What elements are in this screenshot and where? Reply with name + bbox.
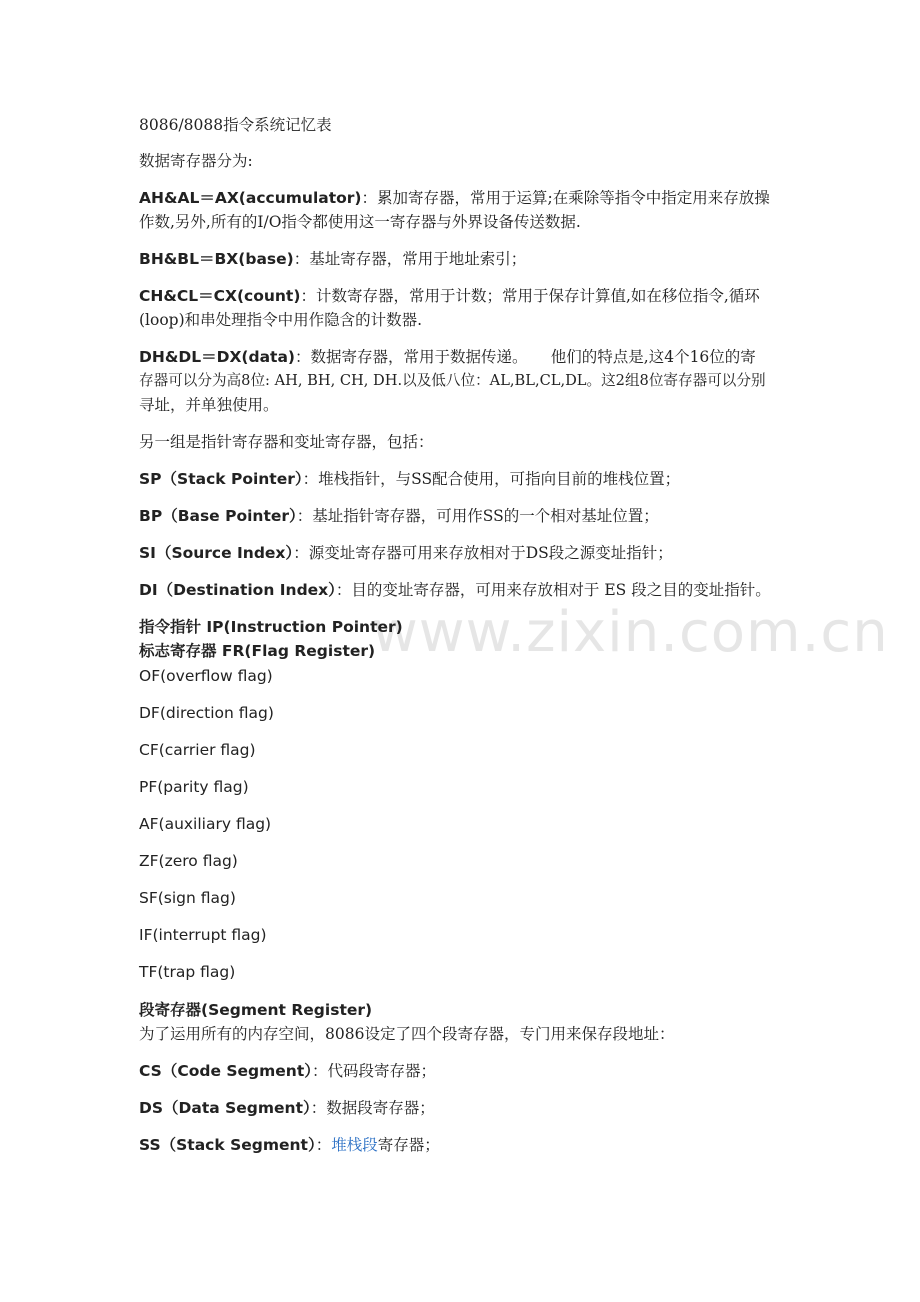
- cs-description: ：代码段寄存器；: [312, 1062, 437, 1080]
- ds-description: ：数据段寄存器；: [310, 1099, 435, 1117]
- stack-segment-link[interactable]: 堆栈段: [331, 1136, 378, 1154]
- si-name: （Source Index）: [155, 544, 294, 562]
- flag-item: IF(interrupt flag): [139, 926, 267, 944]
- document-title: 8086/8088指令系统记忆表: [139, 116, 332, 134]
- ds-abbr: DS: [139, 1099, 164, 1117]
- di-name: （Destination Index）: [157, 581, 336, 599]
- ss-abbr: SS: [139, 1136, 161, 1154]
- bx-separator: ：: [293, 250, 310, 268]
- dx-entry-line3: 寻址，并单独使用。: [139, 396, 279, 414]
- data-register-intro: 数据寄存器分为:: [139, 152, 253, 170]
- flag-item: PF(parity flag): [139, 778, 249, 796]
- sp-description: ：堆栈指针，与SS配合使用，可指向目前的堆栈位置；: [302, 470, 681, 488]
- ds-entry: [139, 1096, 789, 1120]
- bx-label: BH&BL＝BX(base): [139, 250, 294, 268]
- ss-separator: ：: [315, 1136, 332, 1154]
- flag-item: SF(sign flag): [139, 889, 236, 907]
- dx-label: DH&DL＝DX(data): [139, 348, 296, 366]
- pointer-register-intro: 另一组是指针寄存器和变址寄存器，包括：: [139, 433, 434, 451]
- ds-name: （Data Segment）: [163, 1099, 311, 1117]
- cs-entry: [139, 1059, 789, 1083]
- flag-item: AF(auxiliary flag): [139, 815, 272, 833]
- dx-description: 数据寄存器，常用于数据传递。 他们的特点是,这4个16位的寄: [310, 348, 756, 366]
- segment-register-heading: 段寄存器(Segment Register): [139, 1001, 373, 1019]
- flag-item: CF(carrier flag): [139, 741, 256, 759]
- fr-heading: 标志寄存器 FR(Flag Register): [139, 642, 376, 660]
- cs-name: （Code Segment）: [161, 1062, 312, 1080]
- ss-entry: [139, 1133, 789, 1157]
- flag-item: DF(direction flag): [139, 704, 274, 722]
- cx-entry-line2: (loop)和串处理指令中用作隐含的计数器.: [139, 311, 423, 329]
- cx-description: 计数寄存器，常用于计数；常用于保存计算值,如在移位指令,循环: [315, 287, 760, 305]
- watermark: www.zixin.com.cn: [372, 600, 889, 665]
- bp-entry: [139, 504, 789, 528]
- di-entry: [139, 578, 789, 602]
- cs-abbr: CS: [139, 1062, 162, 1080]
- flag-item: ZF(zero flag): [139, 852, 238, 870]
- bp-abbr: BP: [139, 507, 163, 525]
- dx-separator: ：: [295, 348, 311, 366]
- sp-entry: [139, 467, 789, 491]
- ss-name: （Stack Segment）: [160, 1136, 316, 1154]
- ax-description: 累加寄存器，常用于运算;在乘除等指令中指定用来存放操: [377, 189, 770, 207]
- ss-description: 寄存器；: [377, 1136, 440, 1154]
- sp-abbr: SP: [139, 470, 162, 488]
- si-entry: [139, 541, 789, 565]
- bp-description: ：基址指针寄存器，可用作SS的一个相对基址位置；: [296, 507, 659, 525]
- si-description: ：源变址寄存器可用来存放相对于DS段之源变址指针；: [293, 544, 673, 562]
- ip-heading: 指令指针 IP(Instruction Pointer): [139, 618, 403, 636]
- bp-name: （Base Pointer）: [162, 507, 297, 525]
- dx-entry-line1: [139, 345, 789, 369]
- sp-name: （Stack Pointer）: [161, 470, 303, 488]
- cx-label: CH&CL＝CX(count): [139, 287, 301, 305]
- si-abbr: SI: [139, 544, 156, 562]
- ax-separator: ：: [361, 189, 378, 207]
- segment-register-intro: 为了运用所有的内存空间，8086设定了四个段寄存器，专门用来保存段地址：: [139, 1025, 675, 1043]
- ax-label: AH&AL＝AX(accumulator): [139, 189, 362, 207]
- flag-item: OF(overflow flag): [139, 667, 273, 685]
- dx-entry-line2: 存器可以分为高8位: AH, BH, CH, DH.以及低八位：AL,BL,CL,DL。这2组8位寄存器可以分别: [139, 372, 766, 389]
- cx-separator: ：: [300, 287, 316, 305]
- di-abbr: DI: [139, 581, 158, 599]
- cx-entry-line1: [139, 284, 789, 308]
- bx-entry: [139, 247, 789, 271]
- ax-entry-line2: 作数,另外,所有的I/O指令都使用这一寄存器与外界设备传送数据.: [139, 213, 581, 231]
- flag-item: TF(trap flag): [139, 963, 236, 981]
- ax-entry-line1: [139, 186, 789, 210]
- di-description: ：目的变址寄存器，可用来存放相对于 ES 段之目的变址指针。: [335, 581, 771, 599]
- bx-description: 基址寄存器，常用于地址索引；: [309, 250, 527, 268]
